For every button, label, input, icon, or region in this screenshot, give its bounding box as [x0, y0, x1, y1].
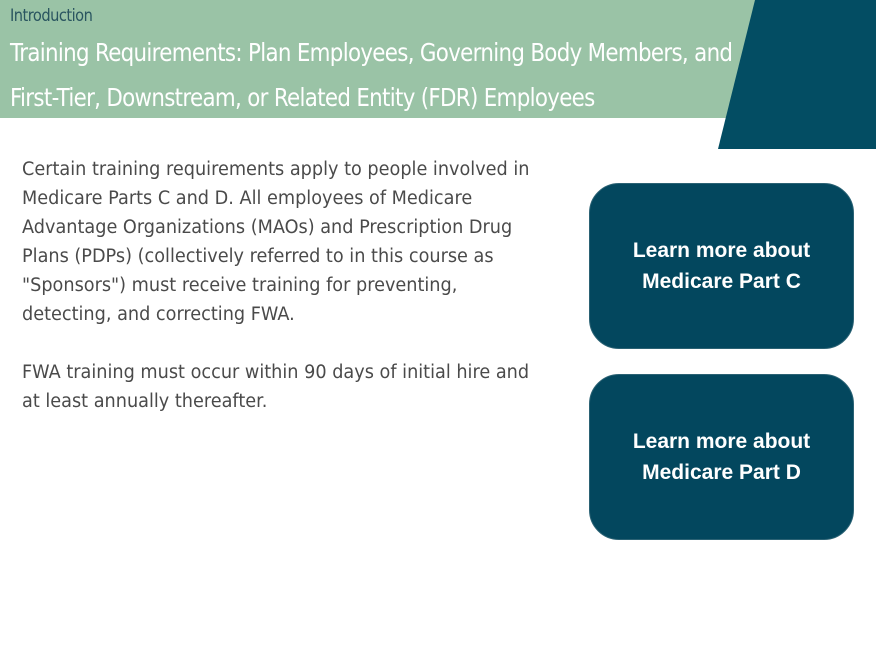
learn-more-part-c-label: Learn more about Medicare Part C: [632, 239, 811, 293]
section-label: Introduction: [10, 6, 93, 26]
learn-more-part-d-button[interactable]: [589, 374, 854, 540]
page-title: Training Requirements: Plan Employees, Governing Body Members, and First-Tier, Downstream, or Related Entity (FDR) Employees: [10, 38, 733, 112]
learn-more-part-d-label: Learn more about Medicare Part D: [632, 430, 811, 484]
body-paragraph-2: FWA training must occur within 90 days of initial hire and at least annually thereafter.: [22, 362, 530, 412]
body-content: [22, 155, 538, 416]
learn-more-part-c-button[interactable]: [589, 183, 854, 349]
body-paragraph-1: Certain training requirements apply to people involved in Medicare Parts C and D. All employees of Medicare Advantage Organizations (MAOs) and Prescription Drug Plans (PDPs) (collectively referred to in this course as "Sponsors") must receive training for preventing, detecting, and correcting FWA.: [22, 159, 530, 325]
